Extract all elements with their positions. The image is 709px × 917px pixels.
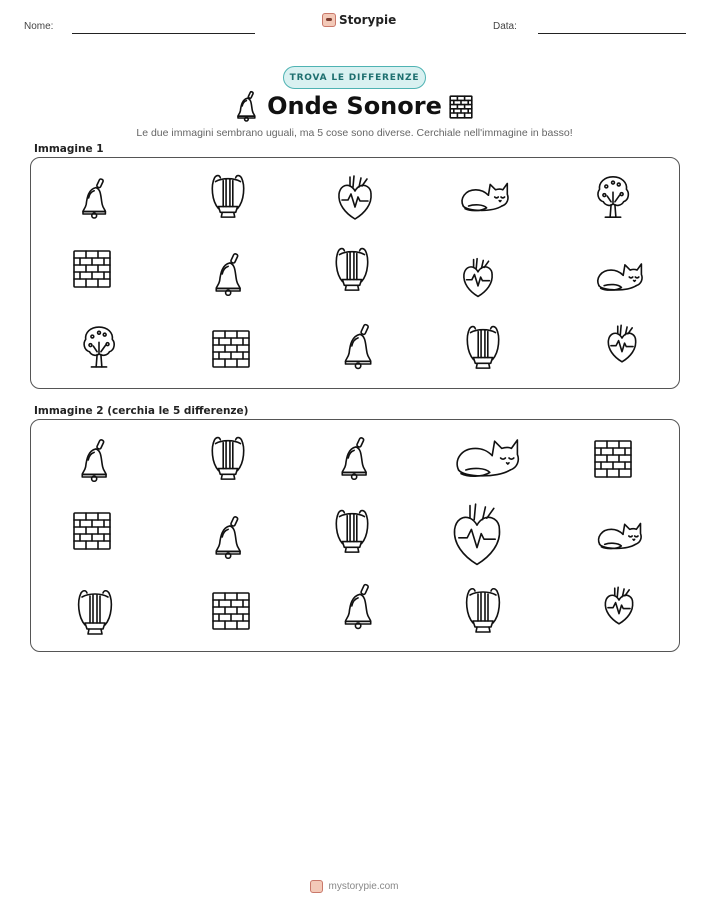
bell-icon — [79, 174, 111, 222]
name-field[interactable] — [72, 33, 255, 34]
cat-icon[interactable] — [445, 434, 525, 482]
cat-icon — [456, 177, 510, 217]
heart-icon — [605, 321, 639, 367]
bell-icon[interactable] — [212, 513, 246, 561]
heart-icon — [333, 173, 377, 223]
brick-wall-icon[interactable] — [593, 439, 633, 479]
lyre-icon — [208, 172, 248, 220]
brick-wall-icon — [211, 329, 251, 369]
tree-icon — [80, 323, 118, 371]
heart-icon[interactable] — [602, 583, 636, 629]
bell-icon[interactable] — [78, 436, 112, 484]
cat-icon[interactable] — [593, 518, 643, 554]
page-title: Onde Sonore — [267, 92, 442, 120]
logo-text: Storypie — [339, 13, 397, 27]
image1-label: Immagine 1 — [34, 143, 104, 155]
tree-icon — [593, 173, 633, 221]
brick-wall-icon — [449, 95, 473, 119]
name-label: Nome: — [24, 21, 54, 32]
cat-icon — [592, 259, 644, 295]
instructions: Le due immagini sembrano uguali, ma 5 cose sono diverse. Cerchiale nell'immagine in basso! — [136, 127, 573, 139]
storypie-logo — [322, 13, 396, 27]
brick-wall-icon[interactable] — [211, 591, 251, 631]
lyre-icon[interactable] — [75, 586, 115, 638]
lyre-icon[interactable] — [208, 434, 248, 482]
brick-wall-icon — [72, 249, 112, 289]
lyre-icon — [463, 323, 503, 371]
bell-icon[interactable] — [341, 582, 377, 630]
footer — [0, 880, 709, 893]
heart-icon[interactable] — [449, 500, 505, 570]
storypie-mascot-icon — [322, 13, 336, 27]
bell-icon — [341, 322, 377, 370]
date-field[interactable] — [538, 33, 686, 34]
bell-icon[interactable] — [338, 435, 372, 481]
bell-icon — [212, 250, 246, 298]
lyre-icon — [332, 245, 372, 293]
date-label: Data: — [493, 21, 517, 32]
activity-badge: TROVA LE DIFFERENZE — [283, 66, 426, 89]
bell-icon — [235, 90, 259, 122]
footer-url: mystorypie.com — [328, 881, 399, 892]
image2-label: Immagine 2 (cerchia le 5 differenze) — [34, 405, 249, 417]
lyre-icon[interactable] — [463, 585, 503, 635]
heart-icon — [460, 256, 496, 300]
storypie-mascot-icon — [310, 880, 323, 893]
brick-wall-icon[interactable] — [72, 511, 112, 551]
lyre-icon[interactable] — [332, 507, 372, 555]
